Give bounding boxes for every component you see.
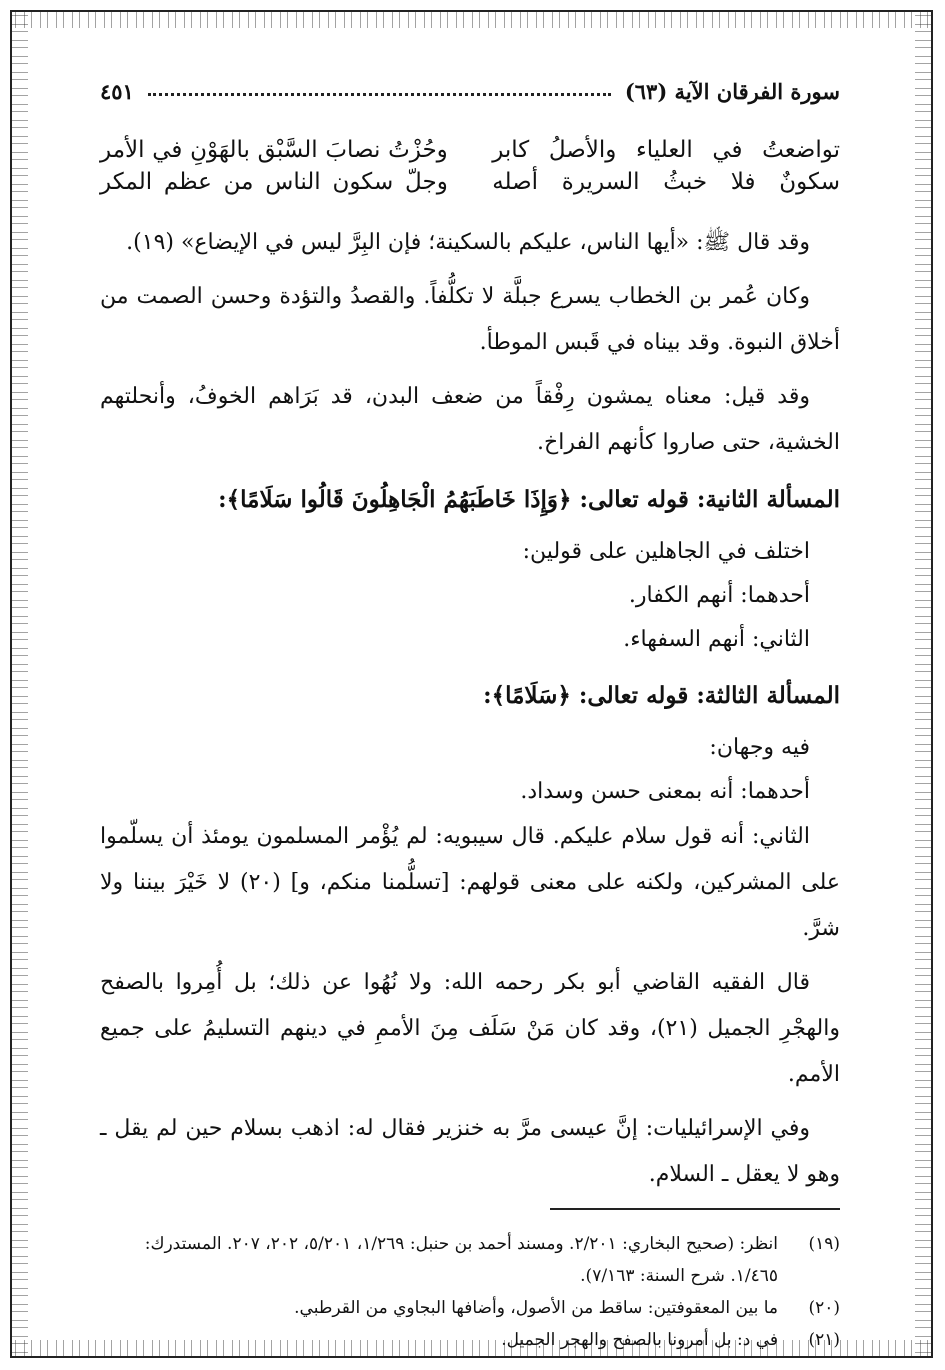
poem-hemistich-right: سكونٌ فلا خبثُ السريرة أصله [492, 169, 840, 195]
section2-item-2: الثاني: أنهم السفهاء. [623, 627, 810, 652]
poem-hemistich-left: وجلّ سكون الناس من عظم المكر [100, 169, 448, 195]
section2-intro: اختلف في الجاهلين على قولين: [522, 539, 810, 564]
paragraph-qila: وقد قيل: معناه يمشون رِفْقاً من ضعف البدن، قد بَرَاهم الخوفُ، وأنحلتهم الخشية، حتى صاروا كأنهم الفراخ. [100, 384, 840, 455]
section3-intro: فيه وجهان: [709, 735, 810, 760]
paragraph-hadith: وقد قال ﷺ: «أيها الناس، عليكم بالسكينة؛ فإن البِرَّ ليس في الإيضاع» (١٩). [126, 230, 810, 255]
footnote [100, 1324, 840, 1356]
poem-line [100, 166, 840, 198]
footnote-text: ما بين المعقوفتين: ساقط من الأصول، وأضافها البجاوي من القرطبي. [294, 1298, 778, 1318]
paragraph-judge: قال الفقيه القاضي أبو بكر رحمه الله: ولا نُهُوا عن ذلك؛ بل أُمِروا بالصفح والهجْرِ الجميل (٢١)، وقد كان مَنْ سَلَف مِنَ الأممِ في دينهم التسليمُ على جميع الأمم. [100, 970, 840, 1087]
section-heading-3: المسألة الثالثة: قوله تعالى: ﴿سَلَامًا﴾: [483, 682, 840, 709]
header-leader-dots [148, 93, 611, 96]
poem-hemistich-right: تواضعتُ في العلياء والأصلُ كابر [492, 137, 840, 163]
section3-item-1: أحدهما: أنه بمعنى حسن وسداد. [520, 779, 810, 804]
poem-hemistich-left: وحُزْتُ نصابَ السَّبْق بالهَوْنِ في الأمر [100, 137, 448, 163]
running-header [100, 68, 840, 104]
footnote [100, 1292, 840, 1324]
footnote-text: انظر: (صحيح البخاري: ٢/٢٠١. ومسند أحمد بن حنبل: ١/٢٦٩، ٥/٢٠١، ٢٠٢، ٢٠٧. المستدرك: ١/٤٦٥. شرح السنة: ٧/١٦٣). [144, 1234, 778, 1286]
section-heading-2: المسألة الثانية: قوله تعالى: ﴿وَإِذَا خَاطَبَهُمُ الْجَاهِلُونَ قَالُوا سَلَامًا﴾: [218, 486, 840, 513]
poem-verses [100, 134, 840, 198]
footnote-separator [550, 1208, 840, 1210]
footnote [100, 1228, 840, 1292]
section3-item-2: الثاني: أنه قول سلام عليكم. قال سيبويه: لم يُؤْمر المسلمون يومئذ أن يسلّموا على المشركين، ولكنه على معنى قولهم: [تسلُّمنا منكم، و] (٢٠) لا خَيْرَ بيننا ولا شرَّ. [100, 824, 840, 941]
footnotes [100, 1228, 840, 1356]
paragraph-umar: وكان عُمر بن الخطاب يسرع جبلَّة لا تكلُّفاً. والقصدُ والتؤدة وحسن الصمت من أخلاق النبوة. وقد بيناه في قَبس الموطأ. [100, 284, 840, 355]
footnote-number: (٢١) [808, 1330, 840, 1350]
footnote-separator-wrap [100, 1208, 840, 1210]
footnote-number: (٢٠) [808, 1298, 840, 1318]
page-number: ٤٥١ [100, 79, 134, 104]
poem-line [100, 134, 840, 166]
footnote-number: (١٩) [808, 1234, 840, 1254]
paragraph-israiliyyat: وفي الإسرائيليات: إنَّ عيسى مرَّ به خنزير فقال له: اذهب بسلام حين لم يقل ـ وهو لا يعقل ـ السلام. [100, 1116, 840, 1187]
header-title: سورة الفرقان الآية (٦٣) [624, 79, 840, 104]
section2-item-1: أحدهما: أنهم الكفار. [628, 583, 810, 608]
footnote-text: في د: بل أمرونا بالصفح والهجر الجميل. [501, 1330, 778, 1350]
page-body [100, 68, 840, 1356]
